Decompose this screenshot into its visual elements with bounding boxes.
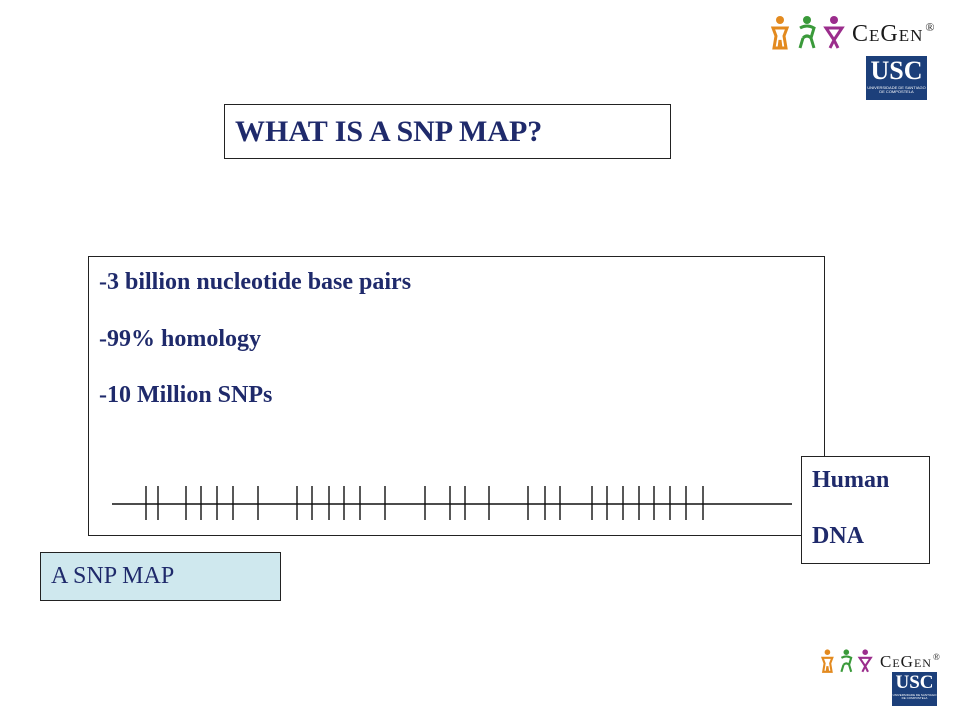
cegen-figures-icon	[770, 14, 846, 54]
bullet-base-pairs: -3 billion nucleotide base pairs	[99, 269, 412, 295]
usc-subtitle-small: UNIVERSIDADE DE SANTIAGO DE COMPOSTELA	[892, 693, 937, 701]
registered-mark-small: ®	[932, 652, 941, 662]
registered-mark: ®	[925, 20, 936, 34]
usc-logo-top	[866, 56, 927, 100]
cegen-figures-icon-small	[818, 648, 876, 676]
usc-logo-bottom	[892, 672, 937, 706]
dna-label: DNA	[812, 523, 864, 549]
human-dna-box	[801, 456, 930, 564]
snp-dna-line	[112, 480, 792, 525]
cegen-wordmark-small: CeGen	[880, 652, 932, 671]
bullet-homology: -99% homology	[99, 326, 261, 352]
cegen-logo-top	[770, 14, 936, 54]
usc-letters-small: USC	[895, 672, 934, 693]
human-label: Human	[812, 467, 890, 493]
snp-map-label: A SNP MAP	[40, 552, 281, 601]
usc-letters: USC	[870, 56, 923, 85]
snp-ticks	[146, 486, 703, 520]
usc-subtitle: UNIVERSIDADE DE SANTIAGO DE COMPOSTELA	[867, 85, 926, 95]
slide-title: WHAT IS A SNP MAP?	[224, 104, 671, 159]
cegen-wordmark: CeGen	[852, 20, 924, 47]
bullet-snps: -10 Million SNPs	[99, 382, 273, 408]
